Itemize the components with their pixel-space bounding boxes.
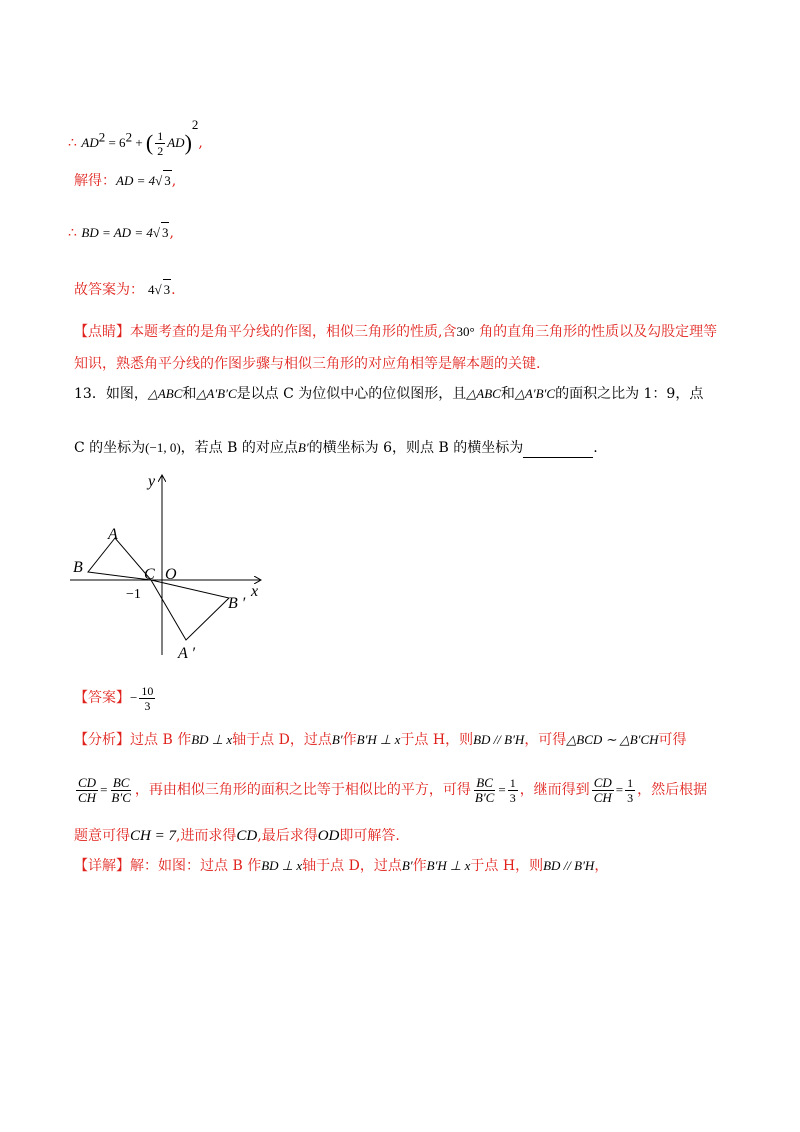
analysis-line-3: 题意可得CH = 7,进而求得CD,最后求得OD即可解答. <box>74 828 400 844</box>
label-o: O <box>165 566 177 583</box>
therefore-symbol: ∴ <box>68 135 77 151</box>
analysis-line-1: 【分析】过点 B 作BD ⊥ x轴于点 D，过点B′作B′H ⊥ x于点 H，则BD // B′H，可得△BCD ∼ △B′CH可得 <box>74 732 687 748</box>
analysis-tag: 【分析】 <box>74 732 130 748</box>
solve-line: 解得：AD = 4√ 3, <box>74 170 176 191</box>
question-13-line-1: 13．如图，△ABC和△A′B′C是以点 C 为位似中心的位似图形，且△ABC和△A′B′C的面积之比为 1：9，点 <box>74 386 704 402</box>
question-13-line-2: C 的坐标为(−1, 0)，若点 B 的对应点B′的横坐标为 6，则点 B 的横坐标为 . <box>74 440 598 456</box>
comment-line-2: 知识，熟悉角平分线的作图步骤与相似三角形的对应角相等是解本题的关键. <box>74 356 541 372</box>
answer-line: 【答案】− $\frac{10}{3}$ <box>74 683 154 713</box>
detail-tag: 【详解】 <box>74 858 130 874</box>
coordinate-figure <box>68 470 268 670</box>
fraction-one-half: $\frac{1}{2}$ <box>157 128 164 158</box>
triangle-abc <box>88 538 151 580</box>
bd-equals-line: ∴ BD = AD = 4√ 3, <box>68 222 174 243</box>
label-y: y <box>148 473 156 490</box>
label-bprime: B ′ <box>228 595 246 612</box>
label-aprime: A ′ <box>178 645 195 662</box>
label-x: x <box>251 583 259 600</box>
question-number: 13． <box>74 386 106 402</box>
answer-fraction: $\frac{10}{3}$ <box>141 683 154 713</box>
detail-line-1: 【详解】解：如图：过点 B 作BD ⊥ x轴于点 D，过点B′作B′H ⊥ x于点 H，则BD // B′H， <box>74 858 609 874</box>
comment-line-1: 【点睛】本题考查的是角平分线的作图，相似三角形的性质,含30° 角的直角三角形的性质以及勾股定理等 <box>74 324 718 340</box>
answer-tag: 【答案】 <box>74 690 130 706</box>
label-b: B <box>73 559 83 576</box>
analysis-line-2: $\frac{CD}{CH}$ = $\frac{BC}{B'C}$ ，再由相似三角形的面积之比等于相似比的平方，可得 $\frac{BC}{B'C}$ = $\frac{1}{3}$ ，继而得到 $\frac{CD}{CH}$ = $\frac{1}{3}$ ，然后根据 <box>78 774 708 805</box>
equation-ad-squared: ∴ $AD^2 = 6^2$ + ( $\frac{1}{2}$ AD)$^2$, <box>68 117 203 158</box>
label-minus1: −1 <box>126 587 141 602</box>
triangle-apbpc <box>151 580 229 640</box>
label-a: A <box>108 526 118 543</box>
answer-statement: 故答案为： 4√ 3. <box>74 279 176 300</box>
answer-blank <box>523 443 593 458</box>
comment-tag: 【点睛】 <box>74 324 130 340</box>
label-c: C <box>144 566 155 583</box>
